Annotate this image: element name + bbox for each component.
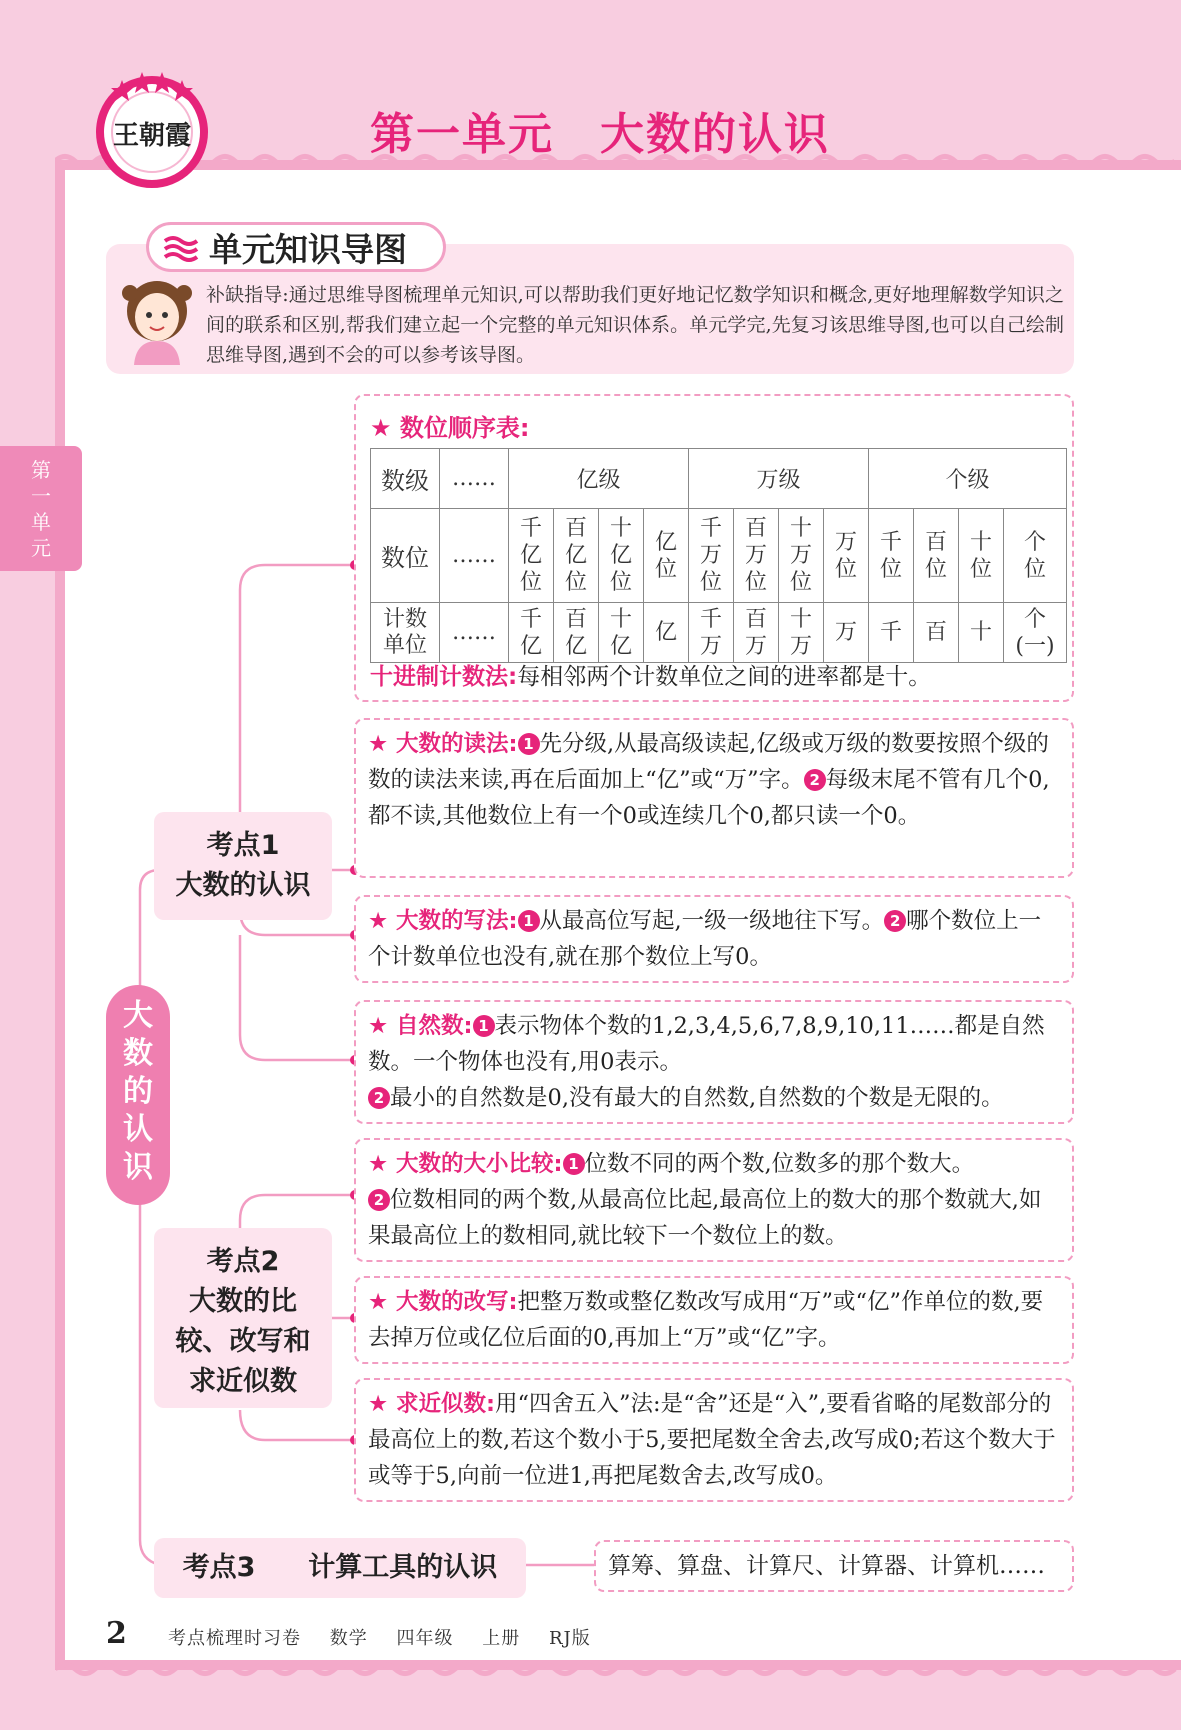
place-cell: 十 万 位 — [779, 509, 824, 603]
ellipsis-cell: …… — [440, 603, 509, 663]
marker-2-icon: 2 — [884, 910, 906, 932]
footer-item: 考点梳理时习卷 — [168, 1628, 301, 1649]
ellipsis-cell: …… — [440, 509, 509, 603]
knot-3-label: 考点3 — [182, 1552, 256, 1583]
reading-p1: 先分级,从最高级读起,亿级或万级的数要按照个级的数的读法来读,再在后面加上“亿”或“万”字。 — [368, 731, 1049, 793]
rewrite-label: 大数的改写: — [396, 1289, 518, 1315]
unit-cell: 百 亿 — [554, 603, 599, 663]
knot-1-title: 大数的认识 — [175, 870, 311, 901]
footer-item: 数学 — [329, 1628, 368, 1649]
footer-info — [168, 1624, 613, 1650]
unit-cell: 百 — [914, 603, 959, 663]
knot-3 — [154, 1538, 526, 1598]
side-tab-char: 一 — [31, 483, 51, 508]
knot-1-label: 考点1 — [206, 830, 280, 861]
level-ge: 个级 — [869, 449, 1067, 509]
ellipsis-cell: …… — [440, 449, 509, 509]
marker-2-icon: 2 — [368, 1189, 390, 1211]
unit-cell: 亿 — [644, 603, 689, 663]
knot-2-title-line: 求近似数 — [189, 1366, 297, 1397]
unit-cell: 个 (一) — [1004, 603, 1067, 663]
place-cell: 百 位 — [914, 509, 959, 603]
knot-2-title-line: 大数的比 — [189, 1286, 297, 1317]
place-cell: 亿 位 — [644, 509, 689, 603]
rewrite-box — [354, 1276, 1074, 1364]
place-cell: 十 位 — [959, 509, 1004, 603]
unit-cell: 万 — [824, 603, 869, 663]
marker-1-icon: 1 — [518, 733, 540, 755]
row-label-place: 数位 — [371, 509, 440, 603]
footer-item: RJ版 — [548, 1628, 591, 1649]
knot-2-label: 考点2 — [206, 1246, 280, 1277]
writing-box — [354, 895, 1074, 983]
place-cell: 万 位 — [824, 509, 869, 603]
page-number: 2 — [106, 1616, 127, 1651]
side-tab-char: 元 — [31, 535, 51, 560]
place-cell: 十 亿 位 — [599, 509, 644, 603]
approx-label: 求近似数: — [396, 1391, 496, 1417]
writing-p1: 从最高位写起,一级一级地往下写。 — [539, 908, 885, 934]
reading-label: 大数的读法: — [396, 731, 518, 757]
main-topic-char: 认 — [123, 1112, 153, 1147]
footer-item: 四年级 — [396, 1628, 454, 1649]
main-topic-char: 的 — [123, 1074, 153, 1109]
tools-text: 算筹、算盘、计算尺、计算器、计算机…… — [608, 1553, 1045, 1579]
star-icon: ★ — [368, 1289, 389, 1315]
unit-cell: 千 — [869, 603, 914, 663]
place-cell: 千 亿 位 — [509, 509, 554, 603]
star-icon: ★ — [370, 414, 392, 442]
natural-p2: 最小的自然数是0,没有最大的自然数,自然数的个数是无限的。 — [390, 1085, 1004, 1111]
reading-p2: 每级末尾不管有几个0,都不读,其他数位上有一个0或连续几个0,都只读一个0。 — [368, 767, 1050, 829]
marker-2-icon: 2 — [804, 769, 826, 791]
unit-cell: 百 万 — [734, 603, 779, 663]
star-icon: ★ — [368, 1151, 389, 1177]
marker-1-icon: 1 — [518, 910, 540, 932]
star-icon: ★ — [368, 1391, 389, 1417]
compare-p1: 位数不同的两个数,位数多的那个数大。 — [584, 1151, 975, 1177]
star-icon: ★ — [368, 731, 389, 757]
place-table-heading: 数位顺序表: — [399, 414, 530, 442]
approx-box — [354, 1378, 1074, 1502]
unit-cell: 十 — [959, 603, 1004, 663]
main-topic-char: 识 — [123, 1150, 153, 1185]
level-wan: 万级 — [689, 449, 869, 509]
main-topic-char: 大 — [123, 998, 153, 1033]
place-cell: 千 万 位 — [689, 509, 734, 603]
rewrite-text: 把整万数或整亿数改写成用“万”或“亿”作单位的数,要去掉万位或亿位后面的0,再加上“万”或“亿”字。 — [368, 1289, 1044, 1351]
row-label-level: 数级 — [371, 449, 440, 509]
marker-1-icon: 1 — [473, 1015, 495, 1037]
marker-1-icon: 1 — [563, 1153, 585, 1175]
unit-cell: 十 万 — [779, 603, 824, 663]
decimal-label: 十进制计数法: — [370, 664, 518, 690]
footer-item: 上册 — [482, 1628, 521, 1649]
place-value-table — [370, 448, 1067, 663]
level-yi: 亿级 — [509, 449, 689, 509]
star-icon: ★ — [368, 1013, 389, 1039]
row-label-unit: 计数 单位 — [371, 603, 440, 663]
star-icon: ★ — [368, 908, 389, 934]
writing-label: 大数的写法: — [396, 908, 518, 934]
approx-text: 用“四舍五入”法:是“舍”还是“入”,要看省略的尾数部分的最高位上的数,若这个数小于5,要把尾数全舍去,改写成0;若这个数大于或等于5,向前一位进1,再把尾数舍去,改写成0。 — [368, 1391, 1056, 1489]
unit-cell: 十 亿 — [599, 603, 644, 663]
map-title: 单元知识导图 — [209, 229, 407, 269]
svg-text:王朝霞: 王朝霞 — [112, 121, 192, 151]
unit-title: 第一单元 大数的认识 — [370, 109, 830, 160]
decimal-text: 每相邻两个计数单位之间的进率都是十。 — [517, 664, 932, 690]
marker-2-icon: 2 — [368, 1087, 390, 1109]
side-tab-char: 第 — [31, 457, 51, 482]
natural-label: 自然数: — [396, 1013, 473, 1039]
place-cell: 个 位 — [1004, 509, 1067, 603]
tools-box — [594, 1540, 1074, 1592]
knot-2 — [154, 1228, 332, 1408]
place-cell: 百 万 位 — [734, 509, 779, 603]
knot-1 — [154, 812, 332, 920]
writing-p2: 哪个数位上一个计数单位也没有,就在那个数位上写0。 — [368, 908, 1042, 970]
place-cell: 千 位 — [869, 509, 914, 603]
guide-text: 补缺指导:通过思维导图梳理单元知识,可以帮助我们更好地记忆数学知识和概念,更好地理解数学知识之间的联系和区别,帮我们建立起一个完整的单元知识体系。单元学完,先复习该思维导图,也可以自己绘制思维导图,遇到不会的可以参考该导图。 — [206, 284, 1064, 366]
unit-cell: 千 万 — [689, 603, 734, 663]
main-topic-pill — [106, 985, 170, 1205]
unit-cell: 千 亿 — [509, 603, 554, 663]
main-topic-char: 数 — [123, 1036, 153, 1071]
reading-box — [354, 718, 1074, 878]
compare-p2: 位数相同的两个数,从最高位比起,最高位上的数大的那个数就大,如果最高位上的数相同,就比较下一个数位上的数。 — [368, 1187, 1042, 1249]
place-cell: 百 亿 位 — [554, 509, 599, 603]
side-tab-char: 单 — [31, 509, 51, 534]
compare-box — [354, 1138, 1074, 1262]
natural-number-box — [354, 1000, 1074, 1124]
knot-2-title-line: 较、改写和 — [175, 1326, 311, 1357]
natural-p1: 表示物体个数的1,2,3,4,5,6,7,8,9,10,11……都是自然数。一个物体也没有,用0表示。 — [368, 1013, 1045, 1075]
compare-label: 大数的大小比较: — [396, 1151, 563, 1177]
knot-3-title: 计算工具的认识 — [308, 1552, 498, 1583]
